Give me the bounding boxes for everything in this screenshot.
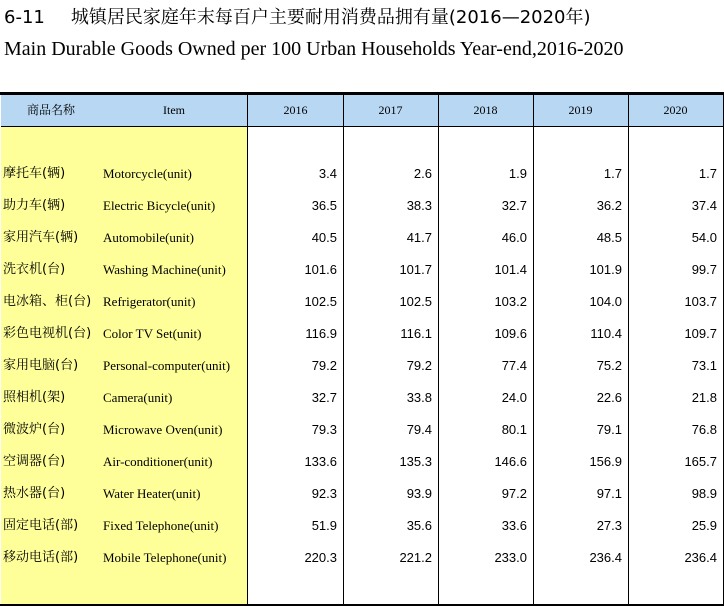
value-cell: 41.7 — [406, 230, 432, 245]
table-row — [0, 164, 724, 196]
item-name-en: Automobile(unit) — [103, 230, 194, 245]
item-name-cn: 摩托车(辆) — [3, 166, 66, 181]
item-name-en: Fixed Telephone(unit) — [103, 518, 219, 533]
value-cell: 80.1 — [501, 422, 527, 437]
value-cell: 79.2 — [406, 358, 432, 373]
header-year: 2019 — [568, 103, 593, 117]
value-cell: 97.2 — [501, 486, 527, 501]
table-row — [0, 228, 724, 260]
value-cell: 24.0 — [501, 390, 527, 405]
header-item-cn: 商品名称 — [26, 103, 75, 117]
table-title-cn — [4, 4, 591, 32]
table-row — [0, 260, 724, 292]
table-number: 6-11 — [4, 7, 45, 28]
table-row — [0, 548, 724, 580]
value-cell: 37.4 — [691, 198, 717, 213]
value-cell: 40.5 — [311, 230, 337, 245]
header-item-en: Item — [163, 103, 185, 117]
value-cell: 36.2 — [596, 198, 622, 213]
table-row — [0, 420, 724, 452]
value-cell: 93.9 — [406, 486, 432, 501]
item-name-en: Microwave Oven(unit) — [103, 422, 223, 437]
item-name-en: Refrigerator(unit) — [103, 294, 196, 309]
table-row — [0, 292, 724, 324]
value-cell: 233.0 — [494, 550, 527, 565]
value-cell: 1.9 — [508, 166, 527, 181]
value-cell: 79.2 — [311, 358, 337, 373]
header-year: 2017 — [378, 103, 403, 117]
value-cell: 133.6 — [304, 454, 337, 469]
value-cell: 104.0 — [589, 294, 622, 309]
value-cell: 101.6 — [304, 262, 337, 277]
table-row — [0, 484, 724, 516]
value-cell: 73.1 — [691, 358, 717, 373]
table-row — [0, 324, 724, 356]
value-cell: 103.7 — [684, 294, 717, 309]
item-name-cn: 微波炉(台) — [3, 422, 66, 437]
value-cell: 54.0 — [691, 230, 717, 245]
header-year: 2016 — [283, 103, 308, 117]
item-name-en: Motorcycle(unit) — [103, 166, 192, 181]
item-name-cn: 空调器(台) — [3, 454, 66, 469]
item-name-en: Air-conditioner(unit) — [103, 454, 213, 469]
value-cell: 33.6 — [501, 518, 527, 533]
value-cell: 103.2 — [494, 294, 527, 309]
value-cell: 22.6 — [596, 390, 622, 405]
value-cell: 99.7 — [691, 262, 717, 277]
value-cell: 75.2 — [596, 358, 622, 373]
value-cell: 98.9 — [691, 486, 717, 501]
value-cell: 101.9 — [589, 262, 622, 277]
table-row — [0, 356, 724, 388]
value-cell: 116.9 — [305, 326, 337, 341]
value-cell: 109.6 — [494, 326, 527, 341]
item-name-en: Water Heater(unit) — [103, 486, 201, 501]
value-cell: 102.5 — [304, 294, 337, 309]
value-cell: 236.4 — [589, 550, 622, 565]
value-cell: 221.2 — [399, 550, 432, 565]
value-cell: 1.7 — [603, 166, 622, 181]
item-name-cn: 洗衣机(台) — [3, 262, 66, 277]
item-name-cn: 移动电话(部) — [3, 550, 79, 565]
value-cell: 27.3 — [596, 518, 622, 533]
value-cell: 33.8 — [406, 390, 432, 405]
item-name-cn: 家用汽车(辆) — [3, 230, 79, 245]
table-row — [0, 452, 724, 484]
value-cell: 32.7 — [501, 198, 527, 213]
value-cell: 36.5 — [311, 198, 337, 213]
item-name-cn: 固定电话(部) — [3, 518, 79, 533]
header-year: 2020 — [663, 103, 688, 117]
value-cell: 35.6 — [406, 518, 432, 533]
value-cell: 25.9 — [691, 518, 717, 533]
table-title-cn-text: 城镇居民家庭年末每百户主要耐用消费品拥有量(2016—2020年) — [70, 7, 591, 28]
value-cell: 48.5 — [596, 230, 622, 245]
table-row — [0, 388, 724, 420]
item-name-cn: 助力车(辆) — [3, 198, 66, 213]
value-cell: 1.7 — [698, 166, 717, 181]
value-cell: 51.9 — [311, 518, 337, 533]
value-cell: 79.3 — [311, 422, 337, 437]
value-cell: 79.1 — [596, 422, 622, 437]
value-cell: 102.5 — [399, 294, 432, 309]
item-name-en: Mobile Telephone(unit) — [103, 550, 227, 565]
value-cell: 220.3 — [304, 550, 337, 565]
item-name-en: Washing Machine(unit) — [103, 262, 226, 277]
header-year: 2018 — [473, 103, 498, 117]
value-cell: 116.1 — [400, 326, 432, 341]
value-cell: 46.0 — [501, 230, 527, 245]
value-cell: 236.4 — [684, 550, 717, 565]
table-row — [0, 196, 724, 228]
item-name-en: Personal-computer(unit) — [103, 358, 231, 373]
value-cell: 38.3 — [406, 198, 432, 213]
item-name-cn: 照相机(架) — [3, 390, 66, 405]
header-divider — [1, 126, 724, 127]
value-cell: 77.4 — [501, 358, 527, 373]
item-name-cn: 彩色电视机(台) — [3, 326, 92, 341]
value-cell: 32.7 — [311, 390, 337, 405]
item-name-en: Color TV Set(unit) — [103, 326, 202, 341]
item-name-en: Camera(unit) — [103, 390, 173, 405]
table-title-en: Main Durable Goods Owned per 100 Urban Households Year-end,2016-2020 — [4, 38, 624, 60]
table-row — [0, 516, 724, 548]
item-name-cn: 热水器(台) — [3, 486, 66, 501]
item-name-cn: 电冰箱、柜(台) — [3, 294, 92, 309]
value-cell: 109.7 — [684, 326, 717, 341]
value-cell: 76.8 — [691, 422, 717, 437]
value-cell: 101.7 — [399, 262, 432, 277]
value-cell: 92.3 — [311, 486, 337, 501]
item-name-en: Electric Bicycle(unit) — [103, 198, 216, 213]
value-cell: 110.4 — [590, 326, 622, 341]
value-cell: 146.6 — [494, 454, 527, 469]
value-cell: 101.4 — [494, 262, 527, 277]
item-name-cn: 家用电脑(台) — [3, 358, 79, 373]
value-cell: 79.4 — [406, 422, 432, 437]
value-cell: 97.1 — [596, 486, 622, 501]
value-cell: 21.8 — [691, 390, 717, 405]
value-cell: 135.3 — [399, 454, 432, 469]
value-cell: 3.4 — [318, 166, 337, 181]
value-cell: 2.6 — [413, 166, 432, 181]
value-cell: 156.9 — [589, 454, 622, 469]
value-cell: 165.7 — [684, 454, 717, 469]
